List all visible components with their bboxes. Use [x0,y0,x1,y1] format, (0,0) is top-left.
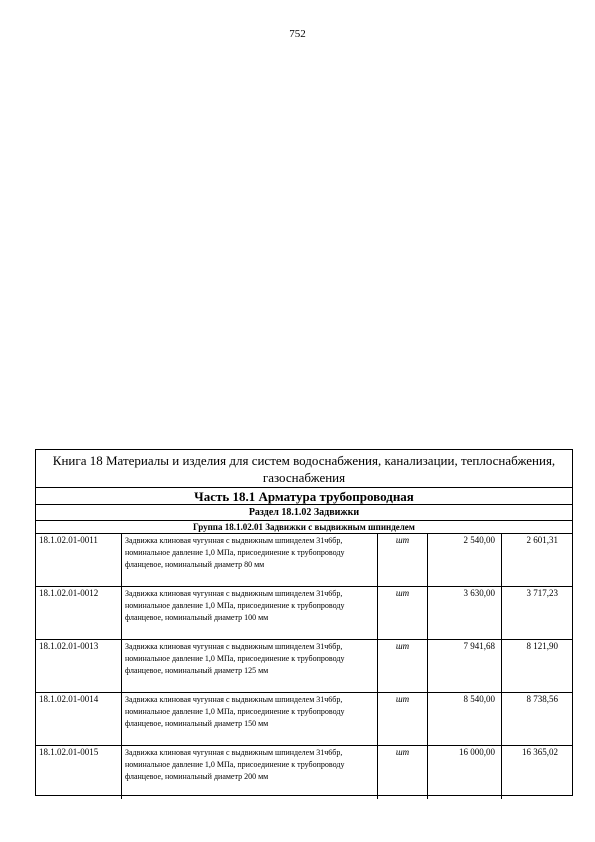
item-name: Задвижка клиновая чугунная с выдвижным шпинделем 31ч6бр, номинальное давление 1,0 МПа, присоединение к трубопроводу фланцевое, номинальный диаметр 125 мм [122,640,378,692]
table-row [36,534,572,587]
item-unit: шт [378,746,428,799]
item-code: 18.1.02.01-0011 [36,534,122,586]
item-code: 18.1.02.01-0014 [36,693,122,745]
item-name: Задвижка клиновая чугунная с выдвижным шпинделем 31ч6бр, номинальное давление 1,0 МПа, присоединение к трубопроводу фланцевое, номинальный диаметр 150 мм [122,693,378,745]
item-price-1: 3 630,00 [428,587,502,639]
table-body [36,534,572,799]
item-unit: шт [378,534,428,586]
book-title: Книга 18 Материалы и изделия для систем водоснабжения, канализации, теплоснабжения, газоснабжения [36,450,572,488]
item-price-1: 8 540,00 [428,693,502,745]
item-price-1: 16 000,00 [428,746,502,799]
table-row [36,746,572,799]
group-title: Группа 18.1.02.01 Задвижки с выдвижным шпинделем [36,521,572,534]
price-table [35,449,573,796]
section-title: Раздел 18.1.02 Задвижки [36,505,572,521]
item-price-2: 8 738,56 [526,694,558,704]
item-price-2: 16 365,02 [522,747,558,757]
table-row [36,640,572,693]
item-code: 18.1.02.01-0013 [36,640,122,692]
table-row [36,587,572,640]
item-price-1: 7 941,68 [428,640,502,692]
item-unit: шт [378,640,428,692]
page-number: 752 [289,28,306,40]
item-unit: шт [378,693,428,745]
item-unit: шт [378,587,428,639]
item-code: 18.1.02.01-0012 [36,587,122,639]
item-name: Задвижка клиновая чугунная с выдвижным шпинделем 31ч6бр, номинальное давление 1,0 МПа, присоединение к трубопроводу фланцевое, номинальный диаметр 200 мм [122,746,378,799]
item-code: 18.1.02.01-0015 [36,746,122,799]
item-name: Задвижка клиновая чугунная с выдвижным шпинделем 31ч6бр, номинальное давление 1,0 МПа, присоединение к трубопроводу фланцевое, номинальный диаметр 100 мм [122,587,378,639]
part-title: Часть 18.1 Арматура трубопроводная [36,488,572,505]
item-price-1: 2 540,00 [428,534,502,586]
item-price-2: 2 601,31 [526,535,558,545]
item-price-2: 8 121,90 [526,641,558,651]
table-row [36,693,572,746]
item-name: Задвижка клиновая чугунная с выдвижным шпинделем 31ч6бр, номинальное давление 1,0 МПа, присоединение к трубопроводу фланцевое, номинальный диаметр 80 мм [122,534,378,586]
item-price-2: 3 717,23 [526,588,558,598]
